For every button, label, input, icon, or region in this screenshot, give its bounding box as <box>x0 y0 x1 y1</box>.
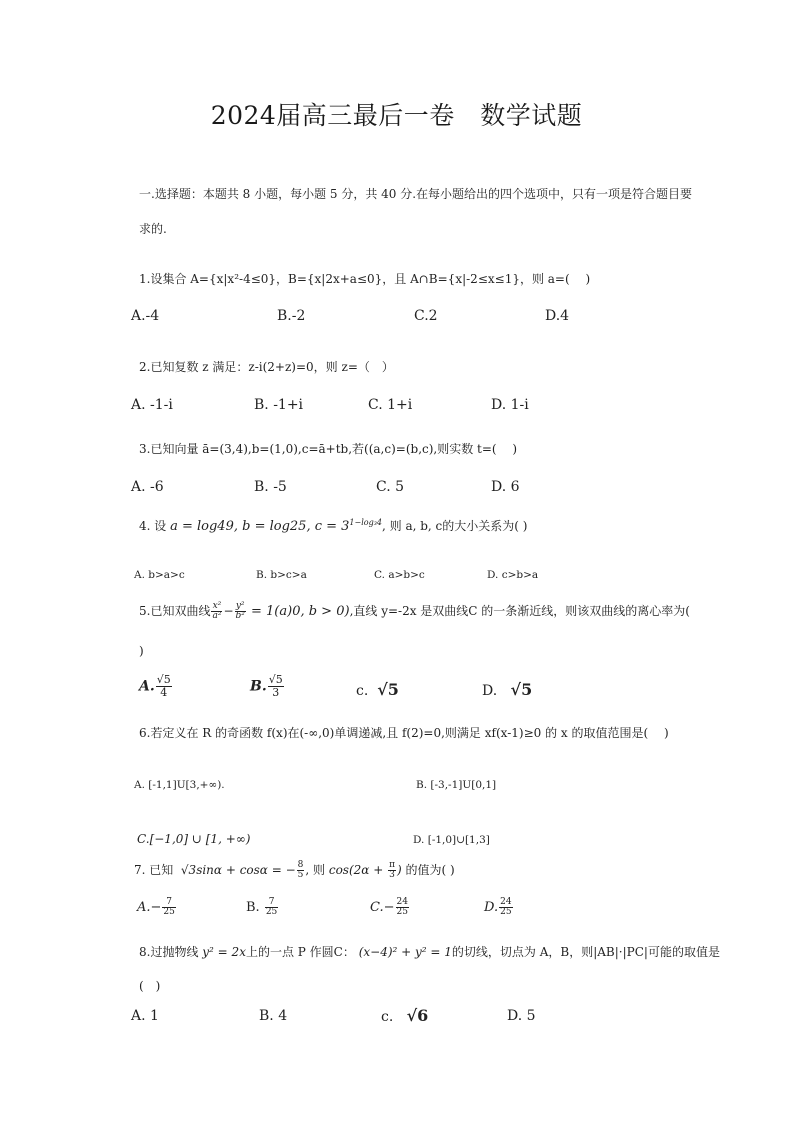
question-6-option-c: C.[−1,0] ∪ [1, +∞) <box>137 832 251 846</box>
question-8-option-b: B. 4 <box>259 1008 288 1024</box>
question-6-stem: 6.若定义在 R 的奇函数 f(x)在(-∞,0)单调递减,且 f(2)=0,则满足 xf(x-1)≥0 的 x 的取值范围是( ) <box>139 726 669 740</box>
question-5-option-a: A. $\frac{√5}{4}$ <box>139 673 171 699</box>
section-instructions-line2: 求的. <box>139 222 167 236</box>
question-8-line2: ( ) <box>139 979 161 993</box>
question-5-math: = 1(a)0, b > 0) <box>246 604 350 619</box>
question-8-option-c: c. √6 <box>381 1006 429 1025</box>
question-2-option-c: C. 1+i <box>368 397 413 413</box>
question-2-option-a: A. -1-i <box>131 397 173 413</box>
question-5-line2: ) <box>139 644 144 658</box>
question-6-option-d: D. [-1,0]∪[1,3] <box>413 834 490 846</box>
question-8-option-d: D. 5 <box>507 1008 536 1024</box>
question-8-stem: 8.过抛物线 y² = 2x上的一点 P 作圆C： (x−4)² + y² = 1的切线，切点为 A，B，则|AB|·|PC|可能的取值是 <box>139 945 720 959</box>
question-2-stem: 2.已知复数 z 满足：z-i(2+z)=0，则 z=（ ） <box>139 360 394 374</box>
question-1-option-c: C.2 <box>414 308 438 324</box>
question-3-option-b: B. -5 <box>254 479 287 495</box>
question-6-option-b: B. [-3,-1]U[0,1] <box>416 779 497 791</box>
question-1-stem: 1.设集合 A={x|x²-4≤0}，B={x|2x+a≤0}，且 A∩B={x|-2≤x≤1}，则 a=( ) <box>139 272 591 286</box>
question-7-option-c: C.− $\frac{24}{25}$ <box>370 897 408 917</box>
question-7-stem: 7. 已知 √3sinα + cosα = − $\frac{8}{5}$ , 则 cos(2α + $\frac{\pi}{3}$ ) 的值为( ) <box>134 860 455 880</box>
question-4-option-d: D. c>b>a <box>487 569 539 581</box>
question-4-suffix: , 则 a, b, c的大小关系为( ) <box>382 519 528 533</box>
question-1-option-a: A.-4 <box>131 308 160 324</box>
question-4-exponent: 1−log₃4 <box>349 518 383 527</box>
question-6-option-a: A. [-1,1]U[3,+∞). <box>134 779 225 791</box>
question-7-option-d: D. $\frac{24}{25}$ <box>484 897 512 917</box>
page-title: 2024届高三最后一卷 数学试题 <box>210 101 583 130</box>
question-1-option-d: D.4 <box>545 308 570 324</box>
question-4-option-b: B. b>c>a <box>256 569 307 581</box>
question-4-option-c: C. a>b>c <box>374 569 425 581</box>
question-5-suffix: ,直线 y=-2x 是双曲线C 的一条渐近线，则该双曲线的离心率为( <box>349 604 690 618</box>
question-4-option-a: A. b>a>c <box>134 569 185 581</box>
question-8-option-a: A. 1 <box>131 1008 159 1024</box>
section-instructions-line1: 一.选择题：本题共 8 小题，每小题 5 分，共 40 分.在每小题给出的四个选项中，只有一项是符合题目要 <box>139 187 693 201</box>
question-1-option-b: B.-2 <box>277 308 306 324</box>
question-5-prefix: 5.已知双曲线 <box>139 604 211 618</box>
hyperbola-y-fraction: $\frac{\text{y²}}{\text{b²}}$ <box>235 601 245 621</box>
question-7-fraction: $\frac{8}{5}$ <box>297 860 304 880</box>
question-3-option-c: C. 5 <box>376 479 405 495</box>
question-5-option-d: D. √5 <box>482 680 533 699</box>
question-2-option-b: B. -1+i <box>254 397 304 413</box>
question-2-option-d: D. 1-i <box>491 397 529 413</box>
question-4-math: a = log49, b = log25, c = 3 <box>170 519 350 534</box>
question-3-option-a: A. -6 <box>131 479 164 495</box>
question-4-prefix: 4. 设 <box>139 519 167 533</box>
question-5-stem: 5.已知双曲线 $\frac{\text{x²}}{\text{a²}}$ − $\frac{\text{y²}}{\text{b²}}$ = 1(a)0, b > 0),直线 y=-2x 是双曲线C 的一条渐近线，则该双曲线的离心率为( <box>139 601 690 621</box>
hyperbola-x-fraction: $\frac{\text{x²}}{\text{a²}}$ <box>212 601 222 621</box>
question-7-prefix: 7. 已知 <box>134 863 174 877</box>
question-4-stem <box>139 517 527 534</box>
question-5-option-b: B. $\frac{√5}{3}$ <box>250 673 283 699</box>
question-7-option-b: B. $\frac{7}{25}$ <box>246 897 278 917</box>
question-7-option-a: A.− $\frac{7}{25}$ <box>137 897 175 917</box>
question-3-stem: 3.已知向量 ā=(3,4),b=(1,0),c=ā+tb,若((a,c)=(b,c),则实数 t=( ) <box>139 442 518 456</box>
question-5-option-c: c. √5 <box>356 680 399 699</box>
question-3-option-d: D. 6 <box>491 479 520 495</box>
question-7-math: √3sinα + cosα = − <box>180 863 296 877</box>
